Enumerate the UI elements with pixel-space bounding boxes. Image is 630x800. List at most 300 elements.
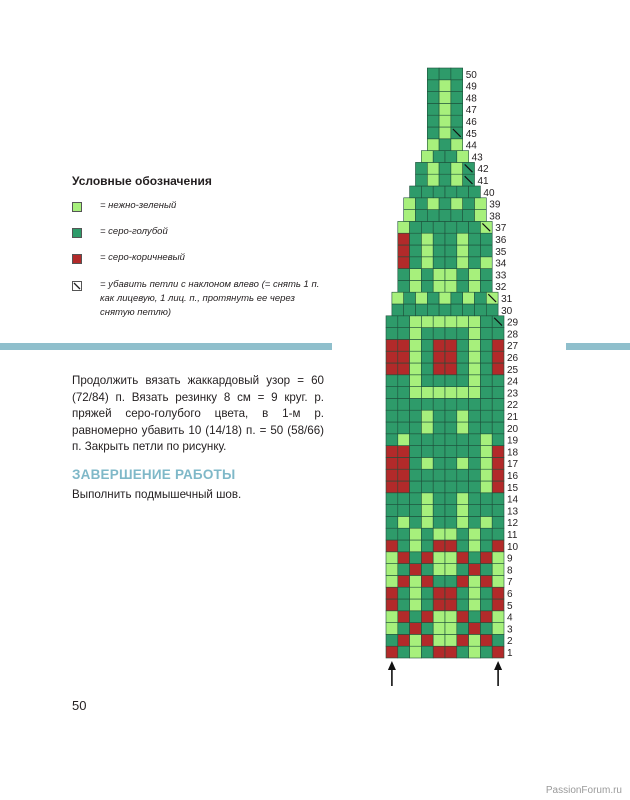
chart-cell	[410, 646, 422, 658]
chart-cell	[492, 646, 504, 658]
chart-cell	[445, 422, 457, 434]
chart-cell	[421, 363, 433, 375]
chart-cell	[457, 611, 469, 623]
chart-cell	[457, 269, 469, 281]
chart-cell	[457, 233, 469, 245]
chart-cell	[451, 210, 463, 222]
chart-cell	[457, 375, 469, 387]
chart-cell	[421, 552, 433, 564]
chart-cell	[480, 398, 492, 410]
row-number-label: 40	[483, 187, 495, 199]
chart-cell	[457, 151, 469, 163]
row-number-label: 17	[507, 459, 519, 471]
chart-cell	[492, 516, 504, 528]
chart-cell	[469, 410, 481, 422]
row-number-label: 24	[507, 376, 519, 388]
chart-cell	[439, 127, 451, 139]
chart-cell	[445, 611, 457, 623]
chart-cell	[492, 575, 504, 587]
page-number: 50	[72, 698, 87, 713]
chart-cell	[445, 575, 457, 587]
chart-cell	[398, 363, 410, 375]
chart-cell	[469, 316, 481, 328]
chart-cell	[427, 68, 439, 80]
chart-cell	[433, 469, 445, 481]
chart-cell	[469, 245, 481, 257]
chart-cell	[410, 540, 422, 552]
row-number-label: 35	[495, 246, 507, 258]
chart-cell	[475, 304, 487, 316]
chart-cell	[451, 92, 463, 104]
chart-cell	[492, 481, 504, 493]
chart-cell	[392, 292, 404, 304]
row-number-label: 38	[489, 211, 501, 223]
chart-cell	[410, 575, 422, 587]
chart-cell	[398, 422, 410, 434]
chart-cell	[386, 505, 398, 517]
chart-cell	[427, 162, 439, 174]
chart-cell	[445, 552, 457, 564]
chart-cell	[386, 564, 398, 576]
chart-cell	[469, 280, 481, 292]
chart-cell	[492, 634, 504, 646]
chart-cell	[457, 528, 469, 540]
chart-cell	[451, 162, 463, 174]
chart-cell	[480, 387, 492, 399]
row-number-label: 10	[507, 541, 519, 553]
chart-cell	[386, 623, 398, 635]
chart-cell	[410, 375, 422, 387]
chart-cell	[433, 351, 445, 363]
chart-cell	[398, 434, 410, 446]
row-number-label: 47	[465, 105, 477, 117]
chart-cell	[480, 434, 492, 446]
chart-cell	[398, 221, 410, 233]
chart-cell	[469, 575, 481, 587]
chart-cell	[457, 469, 469, 481]
chart-cell	[451, 174, 463, 186]
chart-cell	[480, 233, 492, 245]
chart-cell	[457, 623, 469, 635]
chart-cell	[398, 233, 410, 245]
chart-cell	[416, 162, 428, 174]
chart-cell	[469, 398, 481, 410]
chart-cell	[469, 623, 481, 635]
chart-cell	[480, 646, 492, 658]
chart-cell	[433, 446, 445, 458]
chart-cell	[433, 221, 445, 233]
chart-cell	[398, 587, 410, 599]
chart-cell	[398, 552, 410, 564]
chart-cell	[492, 564, 504, 576]
row-number-label: 31	[501, 294, 513, 305]
chart-cell	[445, 186, 457, 198]
chart-cell	[416, 292, 428, 304]
chart-cell	[439, 139, 451, 151]
chart-cell	[457, 599, 469, 611]
chart-cell	[433, 257, 445, 269]
chart-cell	[421, 339, 433, 351]
chart-cell	[421, 257, 433, 269]
chart-cell	[457, 646, 469, 658]
chart-cell	[457, 257, 469, 269]
row-number-label: 1	[507, 648, 513, 659]
chart-cell	[386, 469, 398, 481]
chart-cell	[445, 410, 457, 422]
chart-cell	[433, 387, 445, 399]
chart-cell	[445, 339, 457, 351]
chart-cell	[386, 646, 398, 658]
chart-cell	[469, 339, 481, 351]
chart-cell	[416, 210, 428, 222]
row-number-label: 23	[507, 388, 519, 400]
chart-cell	[433, 540, 445, 552]
chart-cell	[451, 292, 463, 304]
chart-cell	[445, 351, 457, 363]
chart-cell	[410, 552, 422, 564]
chart-cell	[486, 304, 498, 316]
row-number-label: 30	[501, 305, 513, 317]
chart-cell	[439, 162, 451, 174]
chart-cell	[427, 80, 439, 92]
chart-cell	[421, 516, 433, 528]
chart-cell	[421, 186, 433, 198]
chart-cell	[480, 457, 492, 469]
chart-cell	[469, 540, 481, 552]
chart-cell	[445, 257, 457, 269]
chart-cell	[457, 564, 469, 576]
chart-cell	[445, 328, 457, 340]
chart-cell	[492, 387, 504, 399]
chart-cell	[433, 481, 445, 493]
chart-cell	[480, 481, 492, 493]
row-number-label: 16	[507, 471, 519, 482]
chart-cell	[457, 398, 469, 410]
chart-cell	[386, 351, 398, 363]
chart-cell	[451, 68, 463, 80]
chart-cell	[457, 186, 469, 198]
chart-cell	[386, 481, 398, 493]
chart-cell	[421, 611, 433, 623]
chart-cell	[386, 528, 398, 540]
chart-cell	[480, 269, 492, 281]
chart-cell	[445, 375, 457, 387]
chart-cell	[457, 221, 469, 233]
chart-cell	[433, 434, 445, 446]
chart-cell	[421, 398, 433, 410]
chart-cell	[457, 328, 469, 340]
chart-cell	[480, 599, 492, 611]
chart-cell	[480, 587, 492, 599]
chart-cell	[469, 446, 481, 458]
chart-cell	[427, 304, 439, 316]
chart-cell	[410, 446, 422, 458]
chart-cell	[457, 481, 469, 493]
row-number-label: 41	[477, 176, 489, 187]
chart-cell	[480, 410, 492, 422]
chart-cell	[421, 446, 433, 458]
chart-cell	[451, 304, 463, 316]
row-number-label: 12	[507, 518, 519, 530]
chart-cell	[398, 328, 410, 340]
chart-cell	[469, 387, 481, 399]
chart-cell	[433, 505, 445, 517]
chart-cell	[480, 540, 492, 552]
chart-cell	[421, 387, 433, 399]
chart-cell	[398, 564, 410, 576]
chart-cell	[386, 552, 398, 564]
chart-cell	[469, 422, 481, 434]
chart-cell	[433, 457, 445, 469]
chart-cell	[410, 398, 422, 410]
chart-cell	[386, 587, 398, 599]
chart-cell	[469, 469, 481, 481]
legend-title: Условные обозначения	[72, 174, 212, 188]
chart-cell	[398, 493, 410, 505]
chart-cell	[433, 410, 445, 422]
chart-cell	[421, 221, 433, 233]
chart-cell	[480, 280, 492, 292]
chart-cell	[445, 387, 457, 399]
row-number-label: 34	[495, 258, 507, 270]
chart-cell	[410, 611, 422, 623]
chart-cell	[433, 151, 445, 163]
chart-cell	[469, 516, 481, 528]
row-number-label: 37	[495, 223, 507, 235]
row-number-label: 28	[507, 329, 519, 341]
chart-cell	[421, 457, 433, 469]
row-number-label: 20	[507, 423, 519, 435]
chart-cell	[469, 505, 481, 517]
chart-cell	[410, 599, 422, 611]
chart-cell	[427, 115, 439, 127]
chart-cell	[469, 564, 481, 576]
chart-cell	[492, 623, 504, 635]
chart-cell	[469, 269, 481, 281]
row-number-label: 27	[507, 341, 519, 353]
chart-cell	[445, 646, 457, 658]
chart-cell	[445, 446, 457, 458]
chart-cell	[480, 446, 492, 458]
chart-cell	[398, 375, 410, 387]
chart-cell	[427, 292, 439, 304]
chart-cell	[421, 646, 433, 658]
chart-cell	[410, 280, 422, 292]
chart-cell	[480, 339, 492, 351]
row-number-label: 9	[507, 553, 513, 565]
chart-cell	[433, 587, 445, 599]
chart-cell	[421, 422, 433, 434]
chart-cell	[386, 599, 398, 611]
chart-cell	[445, 363, 457, 375]
chart-cell	[492, 611, 504, 623]
row-number-label: 26	[507, 353, 519, 364]
chart-cell	[469, 328, 481, 340]
chart-cell	[457, 351, 469, 363]
chart-cell	[439, 292, 451, 304]
chart-cell	[410, 410, 422, 422]
chart-cell	[398, 339, 410, 351]
chart-cell	[421, 434, 433, 446]
chart-cell	[410, 528, 422, 540]
chart-cell	[410, 481, 422, 493]
chart-cell	[421, 575, 433, 587]
row-number-label: 29	[507, 317, 519, 329]
chart-cell	[445, 516, 457, 528]
chart-cell	[492, 528, 504, 540]
chart-cell	[410, 623, 422, 635]
chart-cell	[445, 398, 457, 410]
chart-cell	[386, 422, 398, 434]
chart-cell	[492, 457, 504, 469]
chart-cell	[463, 198, 475, 210]
chart-cell	[469, 587, 481, 599]
chart-cell	[475, 292, 487, 304]
chart-cell	[404, 292, 416, 304]
chart-cell	[469, 375, 481, 387]
chart-cell	[410, 351, 422, 363]
chart-cell	[386, 387, 398, 399]
chart-cell	[421, 375, 433, 387]
chart-cell	[475, 198, 487, 210]
chart-cell	[445, 599, 457, 611]
chart-cell	[433, 599, 445, 611]
chart-cell	[427, 92, 439, 104]
chart-cell	[410, 233, 422, 245]
chart-cell	[421, 280, 433, 292]
chart-cell	[421, 481, 433, 493]
chart-cell	[480, 623, 492, 635]
chart-cell	[404, 210, 416, 222]
chart-cell	[492, 540, 504, 552]
body-paragraph: Продолжить вязать жаккардовый узор = 60 (72/84) п. Вязать резинку 8 см = 9 круг. р. пряжей серо-голубого цвета, в 1-м р. равномерно убавить 10 (14/18) п. = 50 (58/66) п. Закрыть петли по рисунку.	[72, 374, 324, 454]
chart-cell	[492, 587, 504, 599]
chart-cell	[392, 304, 404, 316]
chart-cell	[386, 611, 398, 623]
chart-cell	[492, 434, 504, 446]
chart-cell	[410, 422, 422, 434]
chart-cell	[451, 198, 463, 210]
chart-cell	[480, 363, 492, 375]
chart-cell	[398, 611, 410, 623]
chart-cell	[480, 564, 492, 576]
chart-cell	[421, 528, 433, 540]
chart-cell	[480, 528, 492, 540]
row-number-label: 33	[495, 270, 507, 282]
chart-cell	[386, 457, 398, 469]
chart-cell	[445, 457, 457, 469]
chart-cell	[404, 198, 416, 210]
chart-cell	[410, 257, 422, 269]
chart-cell	[469, 351, 481, 363]
chart-cell	[445, 634, 457, 646]
chart-cell	[492, 505, 504, 517]
chart-cell	[469, 552, 481, 564]
chart-cell	[398, 410, 410, 422]
chart-cell	[457, 457, 469, 469]
chart-cell	[457, 634, 469, 646]
chart-cell	[445, 587, 457, 599]
chart-cell	[480, 575, 492, 587]
chart-cell	[427, 210, 439, 222]
chart-cell	[492, 363, 504, 375]
chart-cell	[410, 516, 422, 528]
chart-cell	[421, 269, 433, 281]
chart-cell	[445, 528, 457, 540]
chart-cell	[457, 410, 469, 422]
chart-cell	[492, 446, 504, 458]
chart-cell	[445, 493, 457, 505]
chart-cell	[410, 363, 422, 375]
start-arrow-right	[494, 661, 502, 686]
chart-cell	[410, 269, 422, 281]
chart-cell	[386, 375, 398, 387]
row-number-label: 48	[465, 93, 477, 105]
chart-cell	[398, 540, 410, 552]
chart-cell	[457, 493, 469, 505]
row-number-label: 46	[465, 117, 477, 128]
chart-cell	[469, 599, 481, 611]
chart-cell	[398, 245, 410, 257]
chart-cell	[421, 540, 433, 552]
chart-cell	[398, 516, 410, 528]
chart-cell	[410, 221, 422, 233]
chart-cell	[480, 375, 492, 387]
chart-cell	[433, 339, 445, 351]
chart-cell	[433, 623, 445, 635]
row-number-label: 14	[507, 494, 519, 506]
chart-cell	[492, 351, 504, 363]
chart-cell	[457, 540, 469, 552]
chart-cell	[439, 174, 451, 186]
chart-cell	[469, 233, 481, 245]
chart-cell	[469, 611, 481, 623]
chart-cell	[398, 387, 410, 399]
row-number-label: 44	[465, 140, 477, 152]
chart-cell	[421, 469, 433, 481]
chart-cell	[469, 186, 481, 198]
chart-cell	[433, 611, 445, 623]
chart-cell	[480, 634, 492, 646]
chart-cell	[386, 446, 398, 458]
chart-cell	[445, 623, 457, 635]
chart-cell	[404, 304, 416, 316]
row-number-label: 49	[465, 81, 477, 93]
row-number-label: 15	[507, 482, 519, 494]
chart-cell	[398, 575, 410, 587]
chart-cell	[457, 446, 469, 458]
chart-cell	[469, 457, 481, 469]
chart-cell	[398, 634, 410, 646]
chart-cell	[433, 493, 445, 505]
chart-cell	[416, 304, 428, 316]
chart-cell	[492, 339, 504, 351]
chart-cell	[445, 316, 457, 328]
chart-cell	[439, 304, 451, 316]
chart-cell	[421, 493, 433, 505]
chart-cell	[421, 316, 433, 328]
chart-cell	[433, 375, 445, 387]
row-number-label: 45	[465, 128, 477, 140]
row-number-label: 13	[507, 506, 519, 518]
chart-cell	[457, 316, 469, 328]
row-number-label: 4	[507, 612, 513, 624]
chart-cell	[433, 186, 445, 198]
chart-cell	[410, 387, 422, 399]
chart-cell	[433, 516, 445, 528]
chart-cell	[433, 269, 445, 281]
chart-cell	[398, 599, 410, 611]
